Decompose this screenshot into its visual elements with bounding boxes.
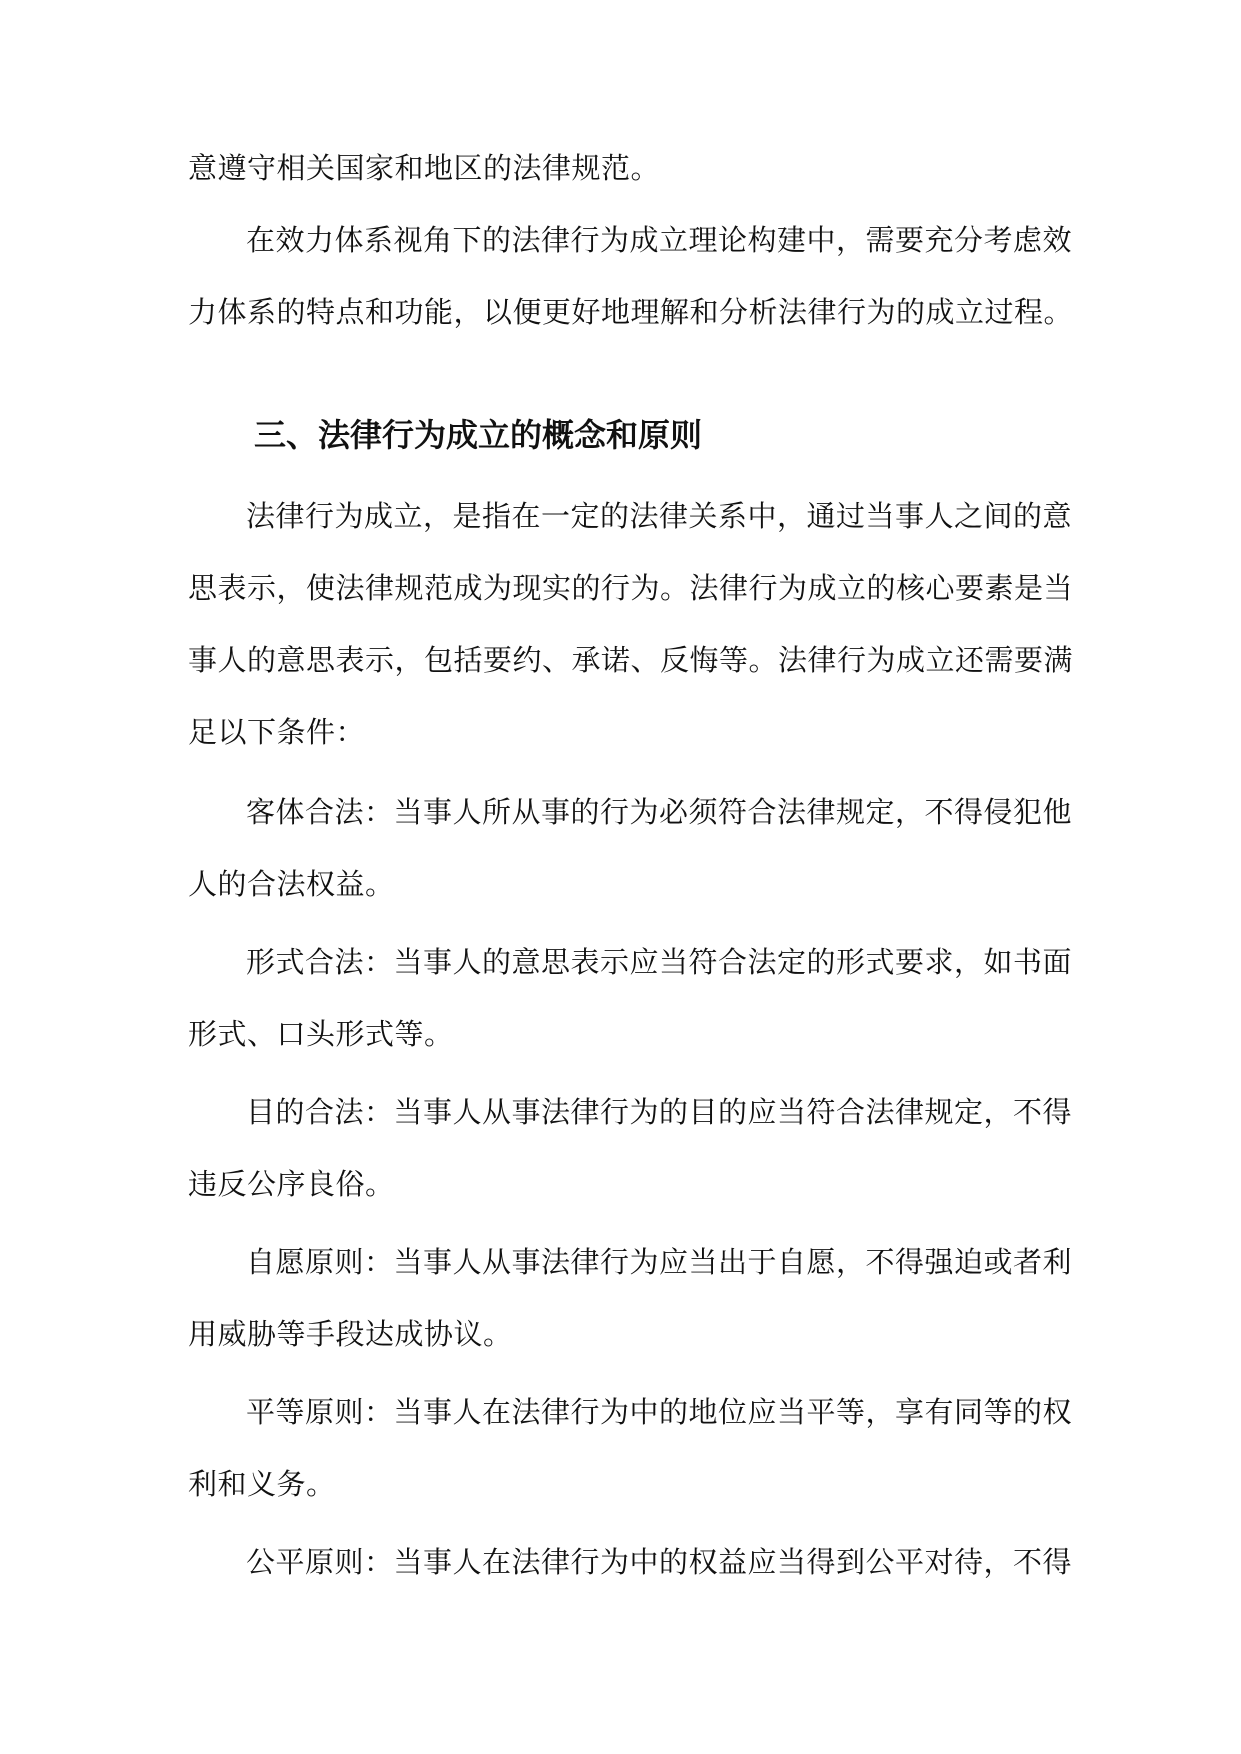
paragraph-line: 足以下条件： <box>188 715 366 749</box>
paragraph-line: 目的合法：当事人从事法律行为的目的应当符合法律规定，不得 <box>246 1095 1073 1129</box>
paragraph-line: 用威胁等手段达成协议。 <box>188 1317 513 1351</box>
paragraph-line: 法律行为成立，是指在一定的法律关系中，通过当事人之间的意 <box>246 499 1073 533</box>
paragraph-line: 形式、口头形式等。 <box>188 1017 454 1051</box>
paragraph-line: 在效力体系视角下的法律行为成立理论构建中，需要充分考虑效 <box>246 223 1073 257</box>
paragraph-line: 人的合法权益。 <box>188 867 395 901</box>
paragraph-line: 形式合法：当事人的意思表示应当符合法定的形式要求，如书面 <box>246 945 1073 979</box>
paragraph-line: 思表示，使法律规范成为现实的行为。法律行为成立的核心要素是当 <box>188 571 1074 605</box>
paragraph-line: 意遵守相关国家和地区的法律规范。 <box>188 151 661 185</box>
paragraph-line: 公平原则：当事人在法律行为中的权益应当得到公平对待，不得 <box>246 1545 1073 1579</box>
paragraph-line: 自愿原则：当事人从事法律行为应当出于自愿，不得强迫或者利 <box>246 1245 1073 1279</box>
paragraph-line: 事人的意思表示，包括要约、承诺、反悔等。法律行为成立还需要满 <box>188 643 1074 677</box>
paragraph-line: 利和义务。 <box>188 1467 336 1501</box>
paragraph-line: 客体合法：当事人所从事的行为必须符合法律规定，不得侵犯他 <box>246 795 1073 829</box>
section-heading: 三、法律行为成立的概念和原则 <box>254 416 703 454</box>
paragraph-line: 力体系的特点和功能，以便更好地理解和分析法律行为的成立过程。 <box>188 295 1074 329</box>
paragraph-line: 违反公序良俗。 <box>188 1167 395 1201</box>
paragraph-line: 平等原则：当事人在法律行为中的地位应当平等，享有同等的权 <box>246 1395 1073 1429</box>
